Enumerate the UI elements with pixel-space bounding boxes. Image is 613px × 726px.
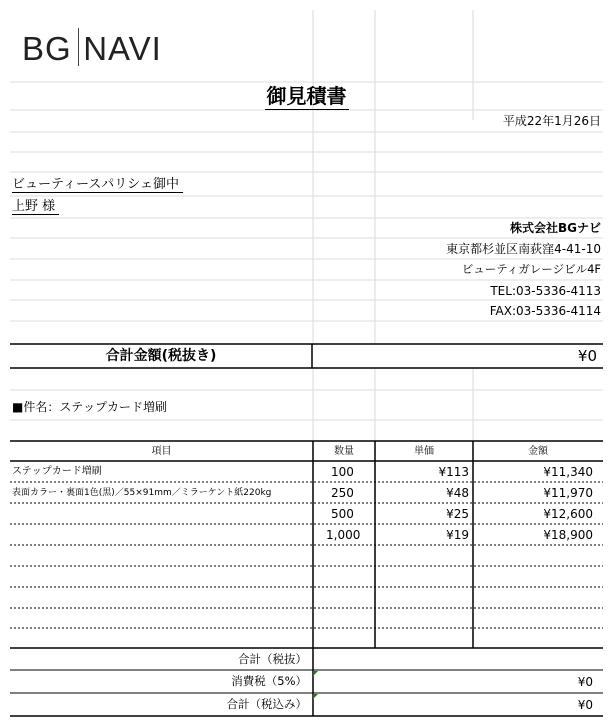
consumption-tax-value: ¥0 [577, 675, 593, 689]
total-amount-label: 合計金額(税抜き) [105, 348, 217, 364]
sender-fax: FAX:03-5336-4114 [489, 304, 601, 318]
sender-tel: TEL:03-5336-4113 [490, 284, 601, 298]
row-item: 表面カラー・裏面1色(黒)／55×91mm／ミラーケント紙220kg [12, 488, 272, 498]
company-logo [22, 32, 162, 70]
row-item: ステップカード増刷 [12, 466, 102, 477]
comment-marker [313, 671, 318, 676]
row-quantity: 1,000 [326, 528, 361, 542]
grand-total-label: 合計（税込み） [226, 697, 307, 711]
column-header-unit-price: 単価 [414, 446, 434, 457]
recipient-company: ビューティースパリシェ御中 [12, 178, 183, 193]
recipient-person: 上野 様 [12, 200, 59, 215]
row-quantity: 500 [331, 507, 354, 521]
subject-line: ■件名：ステップカード増刷 [12, 400, 167, 414]
sender-company: 株式会社BGナビ [510, 221, 601, 235]
row-unit-price: ¥19 [446, 528, 469, 542]
column-header-amount: 金額 [528, 446, 548, 457]
column-header-quantity: 数量 [334, 446, 354, 457]
row-unit-price: ¥113 [438, 465, 469, 479]
row-amount: ¥12,600 [543, 507, 593, 521]
sender-building: ビューティガレージビル4F [461, 262, 601, 276]
total-amount-value: ¥0 [577, 347, 597, 365]
logo-left-text: BG [22, 30, 72, 67]
grand-total-value: ¥0 [577, 698, 593, 712]
logo-divider [78, 28, 80, 66]
row-quantity: 250 [331, 486, 354, 500]
logo-right-text: NAVI [83, 30, 162, 67]
row-quantity: 100 [331, 465, 354, 479]
comment-marker [313, 694, 318, 699]
row-amount: ¥11,340 [543, 465, 593, 479]
document-title: 御見積書 [266, 84, 347, 108]
consumption-tax-label: 消費税（5%） [231, 674, 307, 688]
sender-address: 東京都杉並区南荻窪4-41-10 [446, 242, 601, 256]
issue-date: 平成22年1月26日 [502, 114, 601, 128]
row-amount: ¥18,900 [543, 528, 593, 542]
column-header-item: 項目 [151, 446, 172, 457]
row-unit-price: ¥48 [446, 486, 469, 500]
subtotal-label: 合計（税抜） [238, 652, 307, 666]
row-unit-price: ¥25 [446, 507, 469, 521]
row-amount: ¥11,970 [543, 486, 593, 500]
